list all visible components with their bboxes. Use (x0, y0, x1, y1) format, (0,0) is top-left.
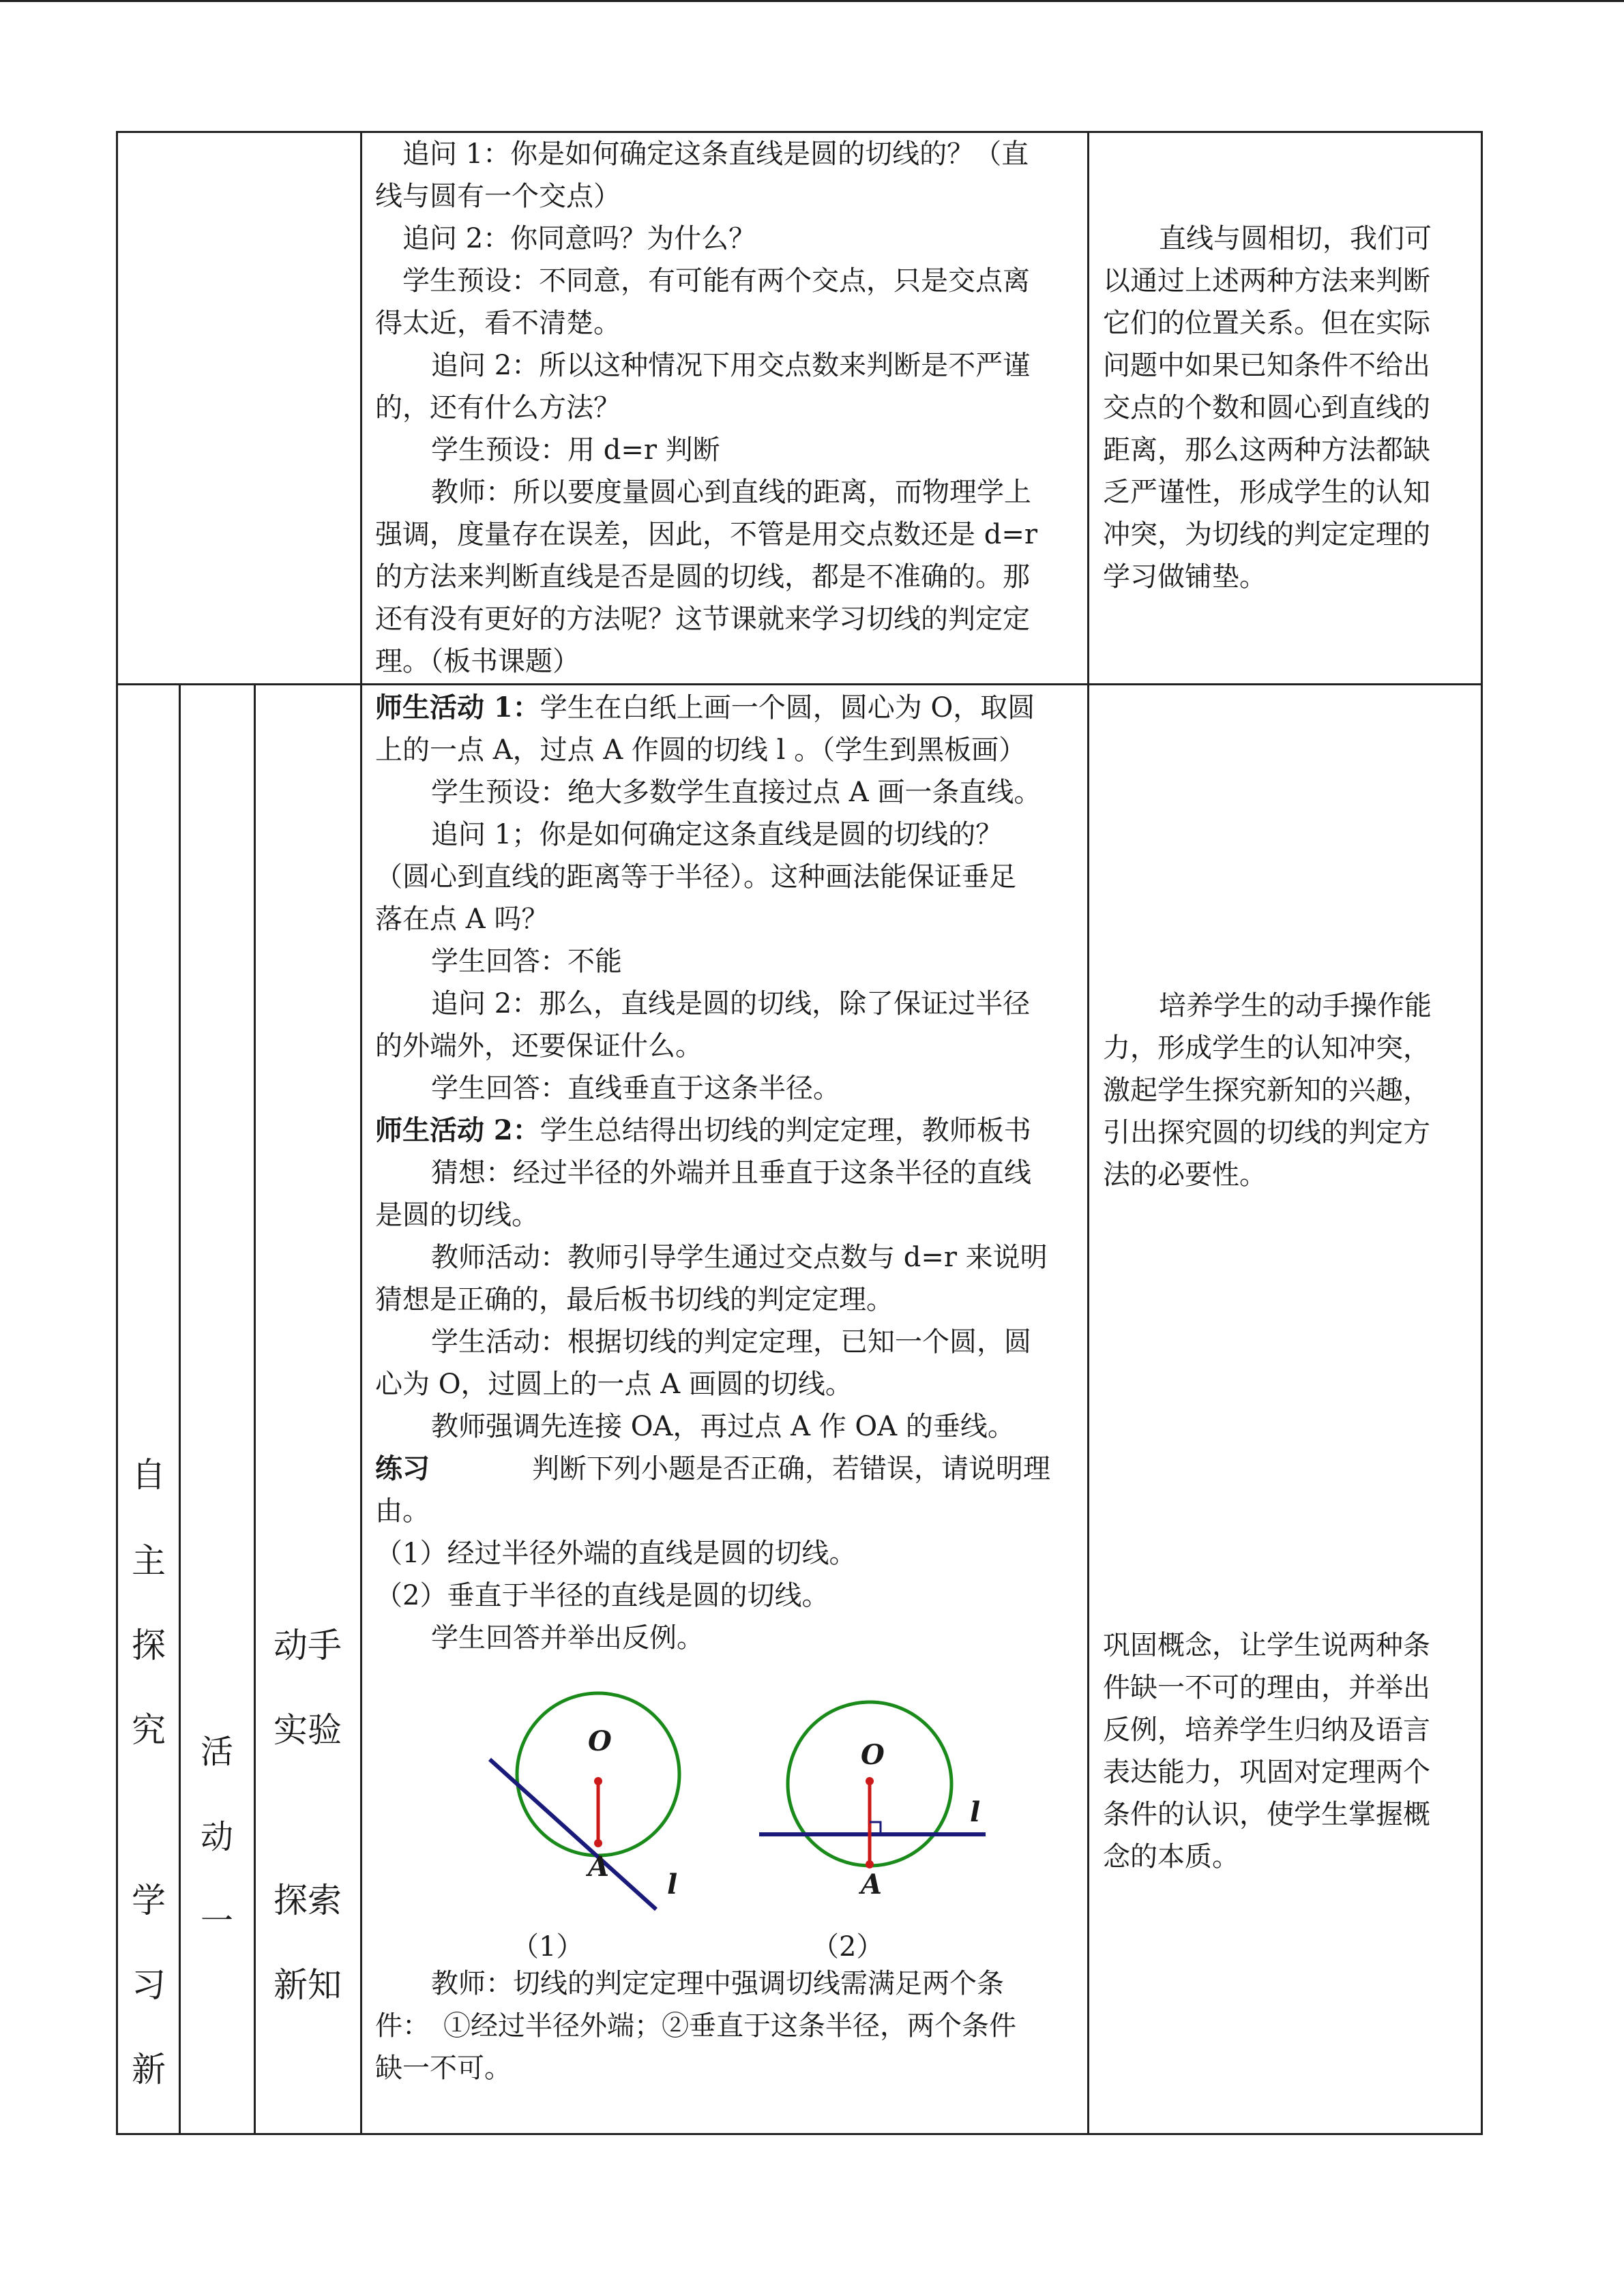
activity-1-line (375, 687, 1081, 729)
activity-2-text: 学生总结得出切线的判定定理，教师板书 (540, 1115, 1031, 1146)
activity-char: 动 (200, 1818, 233, 1856)
lower-intent-2 (1103, 1624, 1471, 1878)
figure-2-caption: （2） (812, 1931, 884, 1963)
text-line: 缺一不可。 (375, 2053, 512, 2084)
page-top-border (0, 0, 1624, 2)
figure-1 (490, 1693, 679, 1909)
stage-char: 学 (132, 1881, 166, 1920)
practice-heading: 练习 (375, 1452, 430, 1485)
intent-line: 冲突，为切线的判定定理的 (1103, 519, 1430, 550)
intent-line: 件缺一不可的理由，并举出 (1103, 1672, 1430, 1703)
figure-2 (759, 1702, 986, 1868)
upper-process-cell (375, 133, 1078, 683)
intent-line: 直线与圆相切，我们可 (1159, 223, 1432, 254)
figure-1-center-point (594, 1777, 602, 1785)
text-line: 的外端外，还要保证什么。 (375, 1030, 703, 1062)
text-line: 学生活动：根据切线的判定定理，已知一个圆，圆 (431, 1326, 1031, 1358)
tangent-counterexample-figure (477, 1684, 1009, 1957)
activity-2-heading: 师生活动 2： (375, 1114, 540, 1146)
intent-line: 乏严谨性，形成学生的认知 (1103, 477, 1430, 508)
text-line: 理。（板书课题） (375, 646, 580, 677)
lower-intent-1 (1103, 985, 1471, 1196)
text-line: 是圆的切线。 (375, 1199, 539, 1231)
activity-1-heading: 师生活动 1： (375, 691, 540, 724)
stage-char: 探 (132, 1626, 166, 1665)
text-line: 追问 2：那么，直线是圆的切线，除了保证过半径 (431, 988, 1031, 1019)
text-line: 追问 1：你是如何确定这条直线是圆的切线的？（直 (402, 138, 1029, 170)
text-line: 学生预设：用 d=r 判断 (431, 434, 720, 466)
intent-line: 表达能力，巩固对定理两个 (1103, 1757, 1430, 1788)
text-line: 教师强调先连接 OA，再过点 A 作 OA 的垂线。 (431, 1411, 1015, 1442)
figure-1-label-a: A (588, 1851, 610, 1883)
intent-line: 问题中如果已知条件不给出 (1103, 350, 1430, 381)
stage-char: 主 (132, 1541, 166, 1581)
activity-char: 活 (200, 1733, 233, 1771)
text-line: 学生回答：直线垂直于这条半径。 (431, 1073, 840, 1104)
text-line: 追问 2：所以这种情况下用交点数来判断是不严谨 (431, 350, 1031, 381)
text-line: 学生回答并举出反例。 (431, 1622, 704, 1654)
text-line: 落在点 A 吗？ (375, 904, 549, 935)
intent-line: 学习做铺垫。 (1103, 561, 1267, 593)
activity-1-text: 学生在白纸上画一个圆，圆心为 O，取圆 (540, 692, 1035, 724)
text-line: （圆心到直线的距离等于半径）。这种画法能保证垂足 (375, 861, 1016, 893)
intent-line: 培养学生的动手操作能 (1159, 990, 1432, 1022)
practice-line (375, 1448, 1081, 1490)
activity-char: 一 (200, 1902, 233, 1940)
text-line: 还有没有更好的方法呢？这节课就来学习切线的判定定 (375, 603, 1030, 635)
intent-line: 以通过上述两种方法来判断 (1103, 265, 1430, 297)
activity-2-line (375, 1109, 1081, 1152)
figure-2-label-a: A (861, 1868, 883, 1900)
figure-2-label-l: l (970, 1796, 981, 1828)
figure-1-label-l: l (667, 1868, 678, 1900)
method-label: 探索 (274, 1881, 342, 1920)
text-line: 猜想是正确的，最后板书切线的判定定理。 (375, 1284, 894, 1315)
text-line: 件： ①经过半径外端；②垂直于这条半径，两个条件 (375, 2010, 1016, 2042)
figure-2-point-a (866, 1860, 874, 1868)
text-line: 猜想：经过半径的外端并且垂直于这条半径的直线 (431, 1157, 1031, 1189)
text-line: 教师活动：教师引导学生通过交点数与 d=r 来说明 (431, 1242, 1048, 1273)
stage-char: 自 (132, 1455, 166, 1495)
intent-line: 反例，培养学生归纳及语言 (1103, 1714, 1430, 1746)
text-line: 学生回答：不能 (431, 946, 622, 977)
intent-line: 念的本质。 (1103, 1841, 1239, 1873)
text-line: 线与圆有一个交点） (375, 181, 621, 212)
intent-line: 距离，那么这两种方法都缺 (1103, 434, 1430, 466)
text-line: 上的一点 A，过点 A 作圆的切线 l 。（学生到黑板画） (375, 734, 1027, 766)
figure-1-secant-line (490, 1759, 656, 1909)
intent-line: 交点的个数和圆心到直线的 (1103, 392, 1430, 423)
lower-process-cell (375, 687, 1081, 1659)
practice-text: 判断下列小题是否正确，若错误，请说明理 (532, 1453, 1050, 1485)
practice-item: （1）经过半径外端的直线是圆的切线。 (375, 1538, 857, 1569)
practice-item: （2）垂直于半径的直线是圆的切线。 (375, 1580, 829, 1611)
text-line: 学生预设：绝大多数学生直接过点 A 画一条直线。 (431, 777, 1042, 808)
figure-1-label-o: O (588, 1725, 612, 1757)
intent-line: 激起学生探究新知的兴趣， (1103, 1075, 1430, 1106)
text-line: 强调，度量存在误差，因此，不管是用交点数还是 d=r (375, 519, 1037, 550)
stage-char: 新 (132, 2050, 166, 2089)
figure-2-label-o: O (861, 1739, 885, 1771)
text-line: 由。 (375, 1495, 430, 1527)
text-line: 教师：所以要度量圆心到直线的距离，而物理学上 (431, 477, 1031, 508)
figure-1-caption: （1） (512, 1931, 584, 1963)
method-label: 实验 (274, 1710, 342, 1750)
figure-2-center-point (866, 1777, 874, 1785)
text-line: 教师：切线的判定定理中强调切线需满足两个条 (431, 1968, 1004, 1999)
figure-1-point-a (594, 1839, 602, 1847)
intent-line: 力，形成学生的认知冲突， (1103, 1032, 1430, 1064)
text-line: 学生预设：不同意，有可能有两个交点，只是交点离 (402, 265, 1030, 297)
text-line: 得太近，看不清楚。 (375, 308, 621, 339)
intent-line: 引出探究圆的切线的判定方 (1103, 1117, 1430, 1148)
stage-char: 习 (132, 1965, 166, 2005)
text-line: 的方法来判断直线是否是圆的切线，都是不准确的。那 (375, 561, 1030, 593)
intent-line: 条件的认识，使学生掌握概 (1103, 1799, 1430, 1830)
text-line: 心为 O，过圆上的一点 A 画圆的切线。 (375, 1369, 853, 1400)
stage-char: 究 (132, 1710, 166, 1750)
text-line: 的，还有什么方法？ (375, 392, 621, 423)
method-label: 新知 (274, 1965, 342, 2005)
text-line: 追问 2：你同意吗？为什么？ (402, 223, 756, 254)
method-label: 动手 (274, 1626, 342, 1665)
intent-line: 法的必要性。 (1103, 1159, 1267, 1191)
closing-text (375, 1963, 1084, 2089)
intent-line: 巩固概念，让学生说两种条 (1103, 1630, 1430, 1661)
intent-line: 它们的位置关系。但在实际 (1103, 308, 1430, 339)
text-line: 追问 1；你是如何确定这条直线是圆的切线的？ (431, 819, 1003, 850)
upper-intent-cell (1103, 218, 1471, 598)
